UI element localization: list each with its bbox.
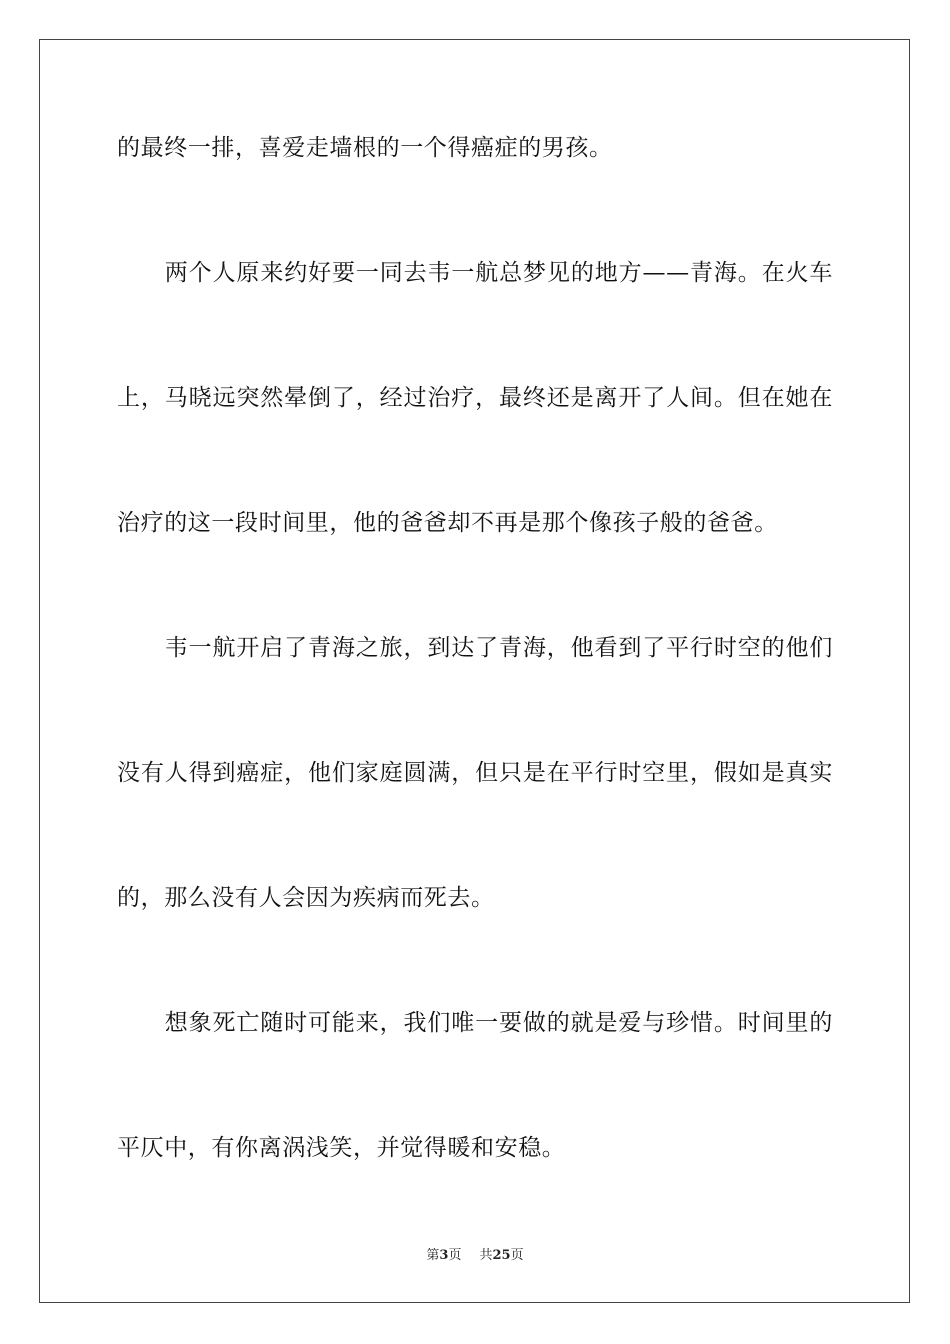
page-suffix: 页	[448, 1248, 462, 1263]
text-line-4: 治疗的这一段时间里，他的爸爸却不再是那个像孩子般的爸爸。	[117, 510, 778, 536]
page-frame	[39, 39, 910, 1303]
page-prefix: 第	[426, 1248, 440, 1263]
total-prefix: 共	[479, 1248, 493, 1263]
page-number: 3	[439, 1248, 449, 1263]
page-footer	[0, 1247, 950, 1265]
text-line-6: 没有人得到癌症，他们家庭圆满，但只是在平行时空里，假如是真实	[117, 760, 833, 786]
text-line-5: 韦一航开启了青海之旅，到达了青海，他看到了平行时空的他们	[117, 635, 833, 661]
text-line-2: 两个人原来约好要一同去韦一航总梦见的地方——青海。在火车	[117, 260, 833, 286]
total-pages: 25	[492, 1248, 511, 1263]
text-line-8: 想象死亡随时可能来，我们唯一要做的就是爱与珍惜。时间里的	[117, 1010, 833, 1036]
text-line-1: 的最终一排，喜爱走墙根的一个得癌症的男孩。	[117, 135, 613, 161]
text-line-7: 的，那么没有人会因为疾病而死去。	[117, 885, 495, 911]
total-suffix: 页	[510, 1248, 524, 1263]
text-line-3: 上，马晓远突然晕倒了，经过治疗，最终还是离开了人间。但在她在	[117, 385, 833, 411]
text-line-9: 平仄中，有你离涡浅笑，并觉得暖和安稳。	[117, 1135, 566, 1161]
